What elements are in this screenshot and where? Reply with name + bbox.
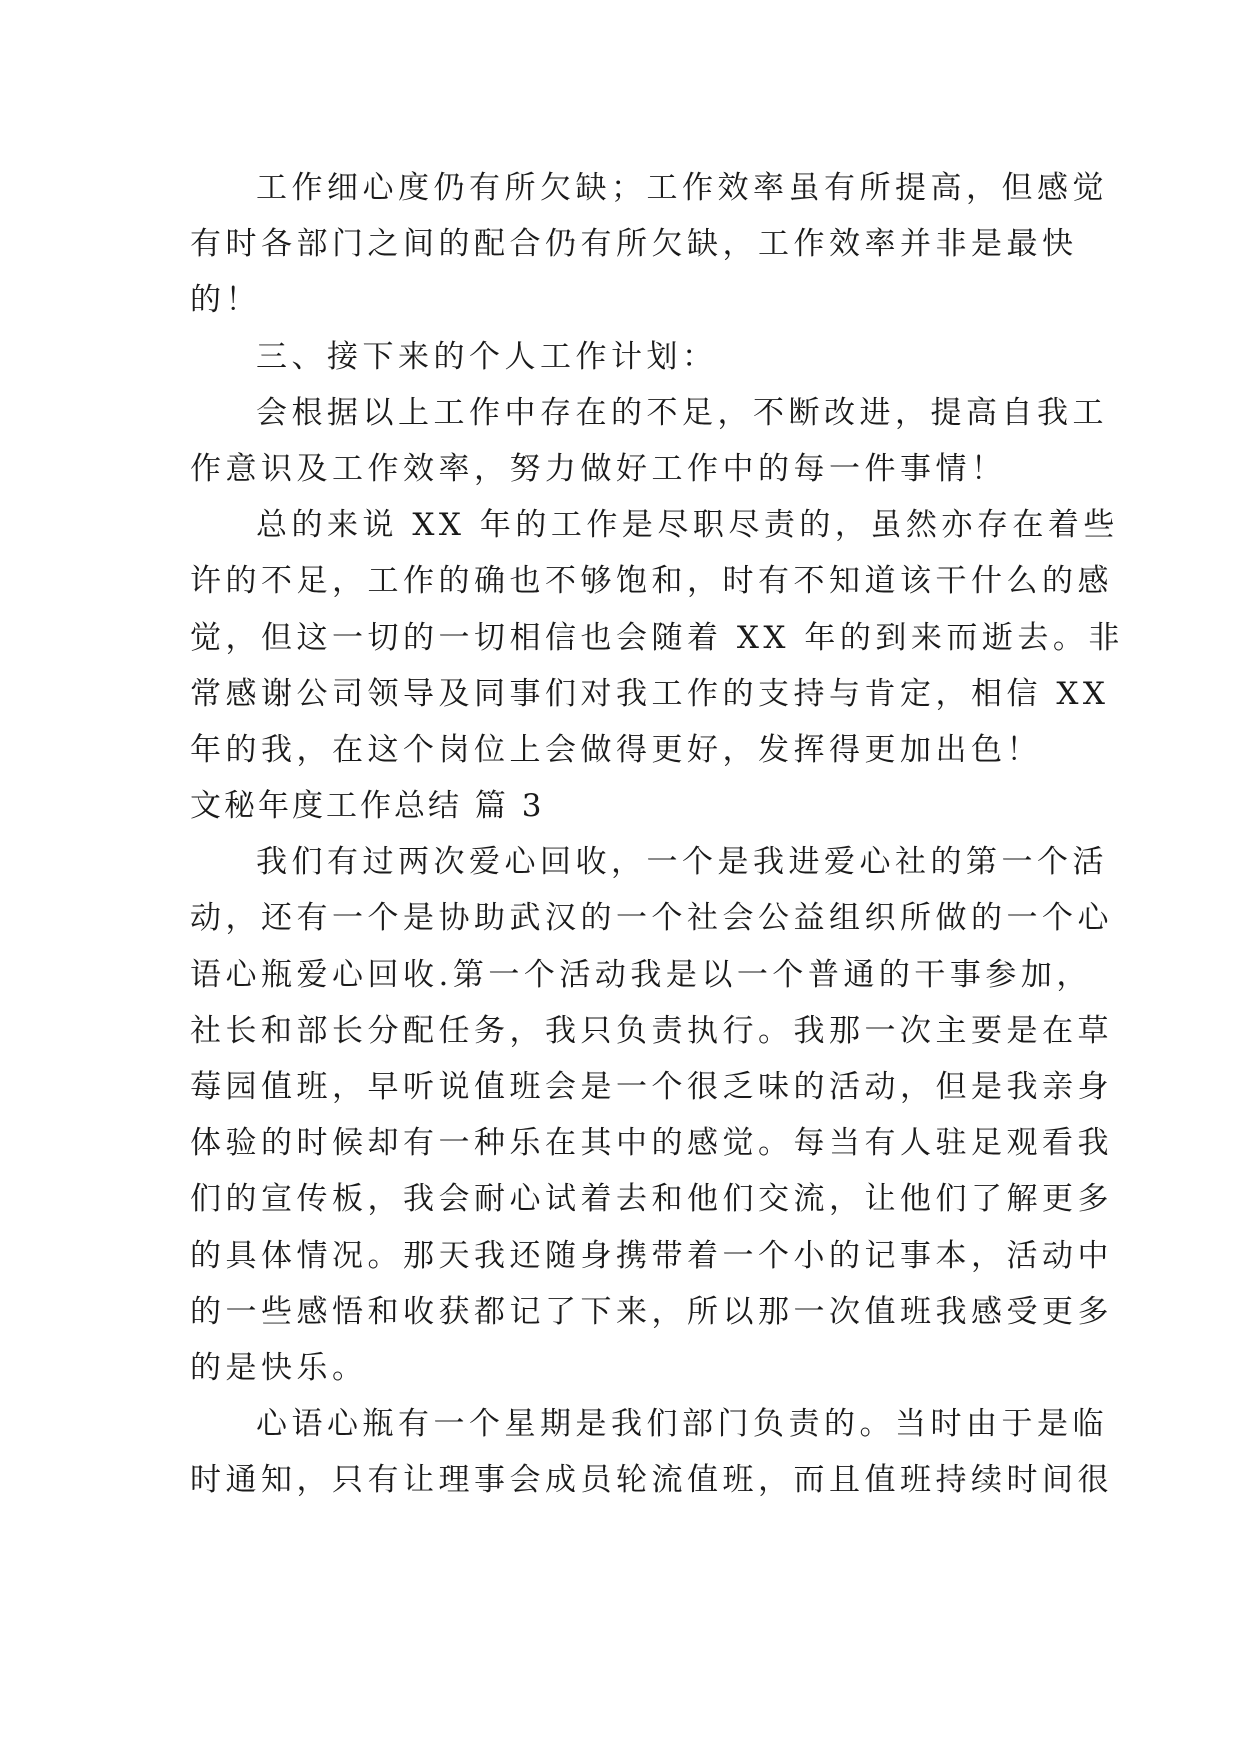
paragraph-line: 们的宣传板，我会耐心试着去和他们交流，让他们了解更多 xyxy=(190,1181,1113,1218)
paragraph-line: 心语心瓶有一个星期是我们部门负责的。当时由于是临 xyxy=(256,1406,1108,1443)
paragraph-line: 有时各部门之间的配合仍有所欠缺，工作效率并非是最快 xyxy=(190,226,1078,263)
paragraph-line: 的是快乐。 xyxy=(190,1349,368,1386)
paragraph-line: 语心瓶爱心回收.第一个活动我是以一个普通的干事参加， xyxy=(190,956,1092,993)
paragraph-line: 年的我，在这个岗位上会做得更好，发挥得更加出色！ xyxy=(190,731,1042,768)
paragraph-line: 工作细心度仍有所欠缺；工作效率虽有所提高，但感觉 xyxy=(256,170,1108,206)
paragraph-line: 社长和部长分配任务，我只负责执行。我那一次主要是在草 xyxy=(190,1012,1113,1049)
article-title: 文秘年度工作总结 篇 3 xyxy=(190,788,545,825)
paragraph-line: 会根据以上工作中存在的不足，不断改进，提高自我工 xyxy=(256,394,1108,431)
paragraph-line: 体验的时候却有一种乐在其中的感觉。每当有人驻足观看我 xyxy=(190,1125,1113,1162)
paragraph-line: 动，还有一个是协助武汉的一个社会公益组织所做的一个心 xyxy=(190,900,1113,937)
paragraph-line: 的！ xyxy=(190,282,261,319)
paragraph-line: 作意识及工作效率，努力做好工作中的每一件事情！ xyxy=(190,450,1007,487)
paragraph-line: 莓园值班，早听说值班会是一个很乏味的活动，但是我亲身 xyxy=(190,1069,1113,1105)
paragraph-line: 的具体情况。那天我还随身携带着一个小的记事本，活动中 xyxy=(190,1237,1113,1274)
paragraph-line: 时通知，只有让理事会成员轮流值班，而且值班持续时间很 xyxy=(190,1462,1113,1499)
paragraph-line: 的一些感悟和收获都记了下来，所以那一次值班我感受更多 xyxy=(190,1293,1113,1330)
paragraph-line: 总的来说 XX 年的工作是尽职尽责的，虽然亦存在着些 xyxy=(256,507,1119,544)
paragraph-line: 觉，但这一切的一切相信也会随着 XX 年的到来而逝去。非 xyxy=(190,619,1124,656)
section-heading: 三、接下来的个人工作计划： xyxy=(256,338,718,375)
paragraph-line: 常感谢公司领导及同事们对我工作的支持与肯定，相信 XX xyxy=(190,675,1110,712)
paragraph-line: 我们有过两次爱心回收，一个是我进爱心社的第一个活 xyxy=(256,844,1108,881)
document-body xyxy=(190,160,1124,1509)
paragraph-line: 许的不足，工作的确也不够饱和，时有不知道该干什么的感 xyxy=(190,563,1113,600)
